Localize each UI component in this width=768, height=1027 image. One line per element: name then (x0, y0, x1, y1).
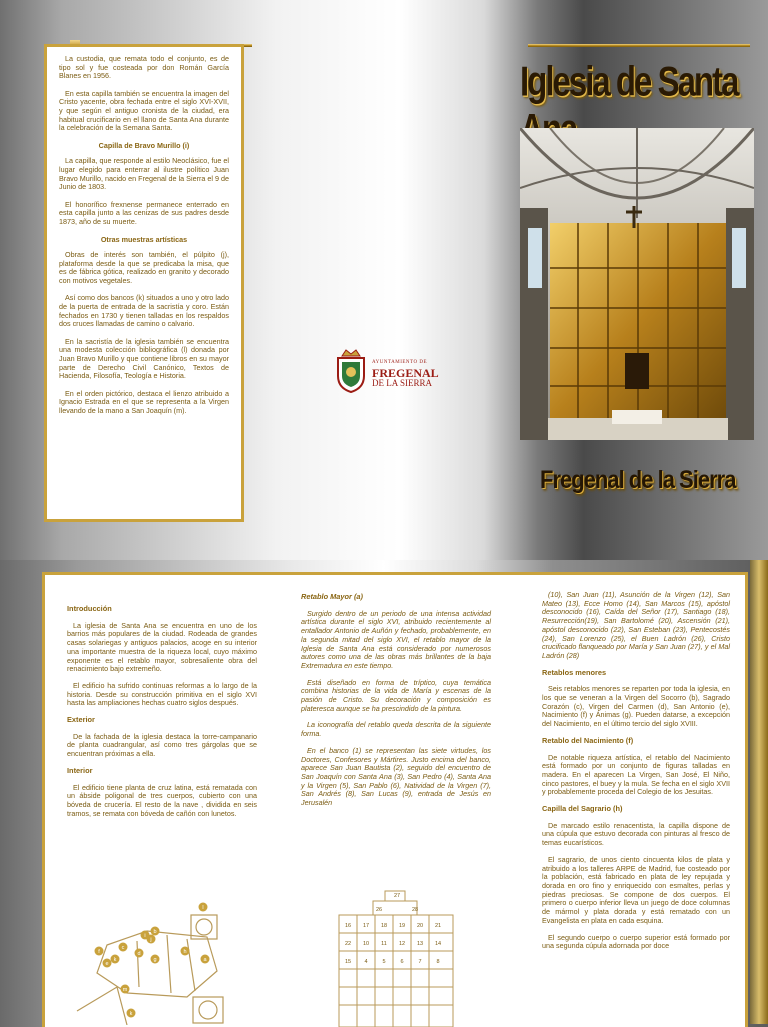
plan-marker-k (127, 1009, 136, 1018)
logo-line-1: AYUNTAMIENTO DE (372, 360, 428, 365)
column-2 (301, 593, 491, 816)
retablo-number: 22 (344, 941, 352, 947)
retablo-number: 6 (400, 959, 404, 965)
heading-exterior: Exterior (67, 715, 95, 725)
svg-text:h: h (183, 949, 187, 955)
heading-introduccion: Introducción (67, 604, 112, 613)
retablo-number: 10 (362, 941, 370, 947)
cover-subtitle: Fregenal de la Sierra (540, 465, 736, 494)
cover-title: Iglesia de Santa (520, 58, 738, 105)
retablo-number: 19 (398, 923, 406, 929)
altarpiece-scheme (335, 885, 457, 1027)
plan-marker-b (151, 927, 160, 936)
svg-text:j: j (150, 937, 152, 943)
section-heading: Otras muestras artísticas (100, 234, 188, 244)
retablo-number: 15 (344, 959, 352, 965)
svg-text:d: d (137, 951, 141, 957)
retablo-number: 21 (434, 923, 442, 929)
svg-text:f: f (98, 949, 100, 955)
svg-text:c: c (121, 945, 125, 951)
retablo-number: 4 (364, 959, 368, 965)
retablo-number: 7 (418, 959, 422, 965)
heading-retablo-nacimiento: Retablo del Nacimiento (f) (542, 735, 634, 745)
gold-edge-right (750, 560, 768, 1024)
plan-marker-a (201, 955, 210, 964)
heading-retablos-menores: Retablos menores (542, 667, 607, 677)
heading-capilla-sagrario: Capilla del Sagrario (h) (542, 804, 623, 814)
plan-marker-i (141, 931, 150, 940)
plan-marker-k (111, 955, 120, 964)
paragraph: El edificio ha sufrido continuas reformas a lo largo de la historia. Desde su construcción primitiva en el siglo XVI hasta las ampliaciones hechas cuatro siglos después. (67, 680, 257, 708)
svg-text:g: g (153, 957, 157, 963)
paragraph: El honorífico frexnense permanece enterrado en esta capilla junto a las cenizas de sus padres desde 1873, año de su muerte. (59, 199, 229, 226)
altarpiece-image (520, 128, 754, 440)
coat-of-arms-icon (334, 346, 368, 394)
plan-marker-c (119, 943, 128, 952)
plan-marker-d (135, 949, 144, 958)
svg-text:a: a (203, 957, 207, 963)
section-heading: Capilla de Bravo Murillo (i) (98, 140, 190, 150)
inner-spread-panel (42, 572, 748, 1027)
retablo-number: 16 (344, 923, 352, 929)
retablo-number: 12 (398, 941, 406, 947)
paragraph: En el banco (1) se representan las siete virtudes, los Doctores, Confesores y Mártires. Justo encima del banco, aparece San Juan Bautista (2), seguido del encuentro de San Joaquín con Santa Ana (3), San Pedro (4), Santa Ana y la Virgen (5), San Pablo (6), Natividad de la Virgen (7), San Andrés (8), San Lucas (9), entrada de Jesús en Jerusalén (301, 745, 491, 808)
retablo-number: 18 (380, 923, 388, 929)
retablo-number: 28 (411, 907, 419, 913)
column-3 (542, 591, 730, 959)
retablo-number: 17 (362, 923, 370, 929)
retablo-number: 8 (436, 959, 440, 965)
floor-plan-diagram (67, 901, 247, 1025)
plan-marker-m (121, 985, 130, 994)
paragraph: La custodia, que remata todo el conjunto, es de tipo sol y fue costeada por don Román García Blanes en 1956. (59, 54, 229, 81)
paragraph: De notable riqueza artística, el retablo del Nacimiento está formado por un conjunto de figuras talladas en madera. En el aparecen La Virgen, San José, El Niño, cinco pastores, el buey y la mula. Se fecha en el siglo XVII y probablemente proceda del Colegio de los Jesuitas. (542, 752, 730, 797)
svg-text:k: k (113, 957, 117, 963)
paragraph: En el orden pictórico, destaca el lienzo atribuido a Ignacio Estrada en el que se representa a la Virgen llevando de la mano a San Joaquín (m). (59, 388, 229, 415)
paragraph: Está diseñado en forma de tríptico, cuya temática combina historias de la vida de María y escenas de la pasión de Cristo. Su decoración y composición es plateresca aunque se ha prescindido de la pintura. (301, 677, 491, 713)
heading-retablo-mayor: Retablo Mayor (a) (301, 592, 364, 601)
gold-rule-top-right (528, 44, 750, 47)
retablo-number: 20 (416, 923, 424, 929)
svg-text:b: b (153, 929, 157, 935)
paragraph: En esta capilla también se encuentra la imagen del Cristo yacente, obra fechada entre el siglo XVI-XVII, y que según el antiguo cronista de la ciudad, era habitual crucificario en el llano de Santa Ana durante la celebración de la Semana Santa. (59, 88, 229, 133)
left-text-panel (44, 44, 244, 522)
logo-line-3: DE LA SIERRA (372, 378, 433, 388)
plan-marker-e (103, 959, 112, 968)
svg-text:m: m (122, 987, 128, 993)
svg-text:e: e (105, 961, 109, 967)
paragraph: De la fachada de la iglesia destaca la torre-campanario de planta cuadrangular, así como tres gárgolas que se encuentran próximas a ella. (67, 731, 257, 759)
paragraph: Surgido dentro de un periodo de una intensa actividad artística durante el siglo XVI, atribuido recientemente al entallador Antonio de Auñón y fechado, probablemente, en la segunda mitad del siglo XVI, el retablo mayor de la Iglesia de Santa Ana está considerado por numerosos autores como una de las obras más brillantes de la baja Extremadura en este tiempo. (301, 608, 491, 670)
retablo-number: 13 (416, 941, 424, 947)
svg-text:l: l (202, 905, 204, 911)
plan-marker-h (181, 947, 190, 956)
plan-marker-g (151, 955, 160, 964)
plan-marker-l (199, 903, 208, 912)
retablo-number: 14 (434, 941, 442, 947)
paragraph: Así como dos bancos (k) situados a uno y otro lado de la puerta de entrada de la sacristía y coro. Están fechados en 1730 y tienen talladas en los respaldos dos cruces llamadas de camino o calvario. (59, 293, 229, 329)
retablo-number: 27 (393, 893, 401, 899)
paragraph: De marcado estilo renacentista, la capilla dispone de una cúpula que estuvo decorada con pinturas al fresco de temas eucarísticos. (542, 820, 730, 848)
paragraph: (10), San Juan (11), Asunción de la Virgen (12), San Mateo (13), Ecce Homo (14), San Marcos (15), apóstol desconocido (16), Caída del Señor (17), Santiago (18), Resurrección(19), San Bartolomé (20), Ascensión (21), apóstol desconocido (22), San Esteban (23), Pentecostés (24), San Lorenzo (25), el Buen Ladrón (26), Cristo crucificado flanqueado por María y San Juan (27), y el Mal Ladrón (28) (542, 590, 730, 660)
paragraph: La capilla, que responde al estilo Neoclásico, fue el lugar elegido para enterrar al ilustre político Juan Bravo Murillo, nacido en Fregenal de la Sierra el 9 de Junio de 1803. (59, 156, 229, 192)
paragraph: Seis retablos menores se reparten por toda la iglesia, en los que se veneran a la Virgen del Socorro (b), Sagrado Corazón (c), Virgen del Carmen (d), San Antonio (e), Nacimiento (f) y Ánimas (g). Pueden datarse, a excepción del Nacimiento, en el último tercio del siglo XVIII. (542, 684, 730, 729)
heading-interior: Interior (67, 765, 93, 775)
plan-marker-f (95, 947, 104, 956)
column-1 (67, 595, 257, 826)
altarpiece-photo (520, 128, 754, 440)
paragraph: El segundo cuerpo o cuerpo superior está formado por una segunda cúpula adornada por doce (542, 932, 730, 951)
paragraph: Obras de interés son también, el púlpito (j), plataforma desde la que se predicaba la misa, que es de fábrica gótica, realizado en granito y decorado con motivos vegetales. (59, 250, 229, 285)
paragraph: La iglesia de Santa Ana se encuentra en uno de los barrios más populares de la ciudad. Rodeada de grandes casas solariegas y antiguos palacios, acoge en su interior una importante muestra de la riqueza local, cuyo máximo exponente es el retablo mayor, sobresaliente obra del renacimiento bajo extremeño. (67, 620, 257, 674)
logo-line-2: FREGENAL (372, 366, 439, 380)
svg-text:k: k (129, 1011, 133, 1017)
paragraph: El edificio tiene planta de cruz latina, está rematada con un ábside poligonal de tres cuerpos, cubierto con una bóveda de crucería. El resto de la nave , dividida en seis tramos, se remata con bóveda de cañón con lunetos. (67, 782, 257, 818)
town-hall-logo (334, 346, 439, 396)
retablo-number: 26 (375, 907, 383, 913)
retablo-number: 11 (381, 941, 387, 947)
svg-text:i: i (144, 933, 146, 939)
paragraph: La iconografía del retablo queda descrita de la siguiente forma. (301, 720, 491, 739)
paragraph: En la sacristía de la iglesia también se encuentra una modesta colección bibliográfica (l) donada por Juan Bravo Murillo y que contiene libros en su mayor parte de Derecho Civil Canónico, Textos de Hacienda, Filosofía, Teología e Historia. (59, 336, 229, 381)
retablo-number: 5 (382, 959, 386, 965)
paragraph: El sagrario, de unos ciento cincuenta kilos de plata y atribuido a los talleres ARPE de Madrid, fue costeado por la población, está fabricado en plata de ley repujada y dorada en oro fino y enriquecido con esmaltes, perlas y piedras preciosas. Se compone de dos cuerpos. El primero o cuerpo inferior lleva un juego de doce columnas de mármol y plata dorada y está rematado con un Evangelista en plata en cada esquina. (542, 854, 730, 925)
